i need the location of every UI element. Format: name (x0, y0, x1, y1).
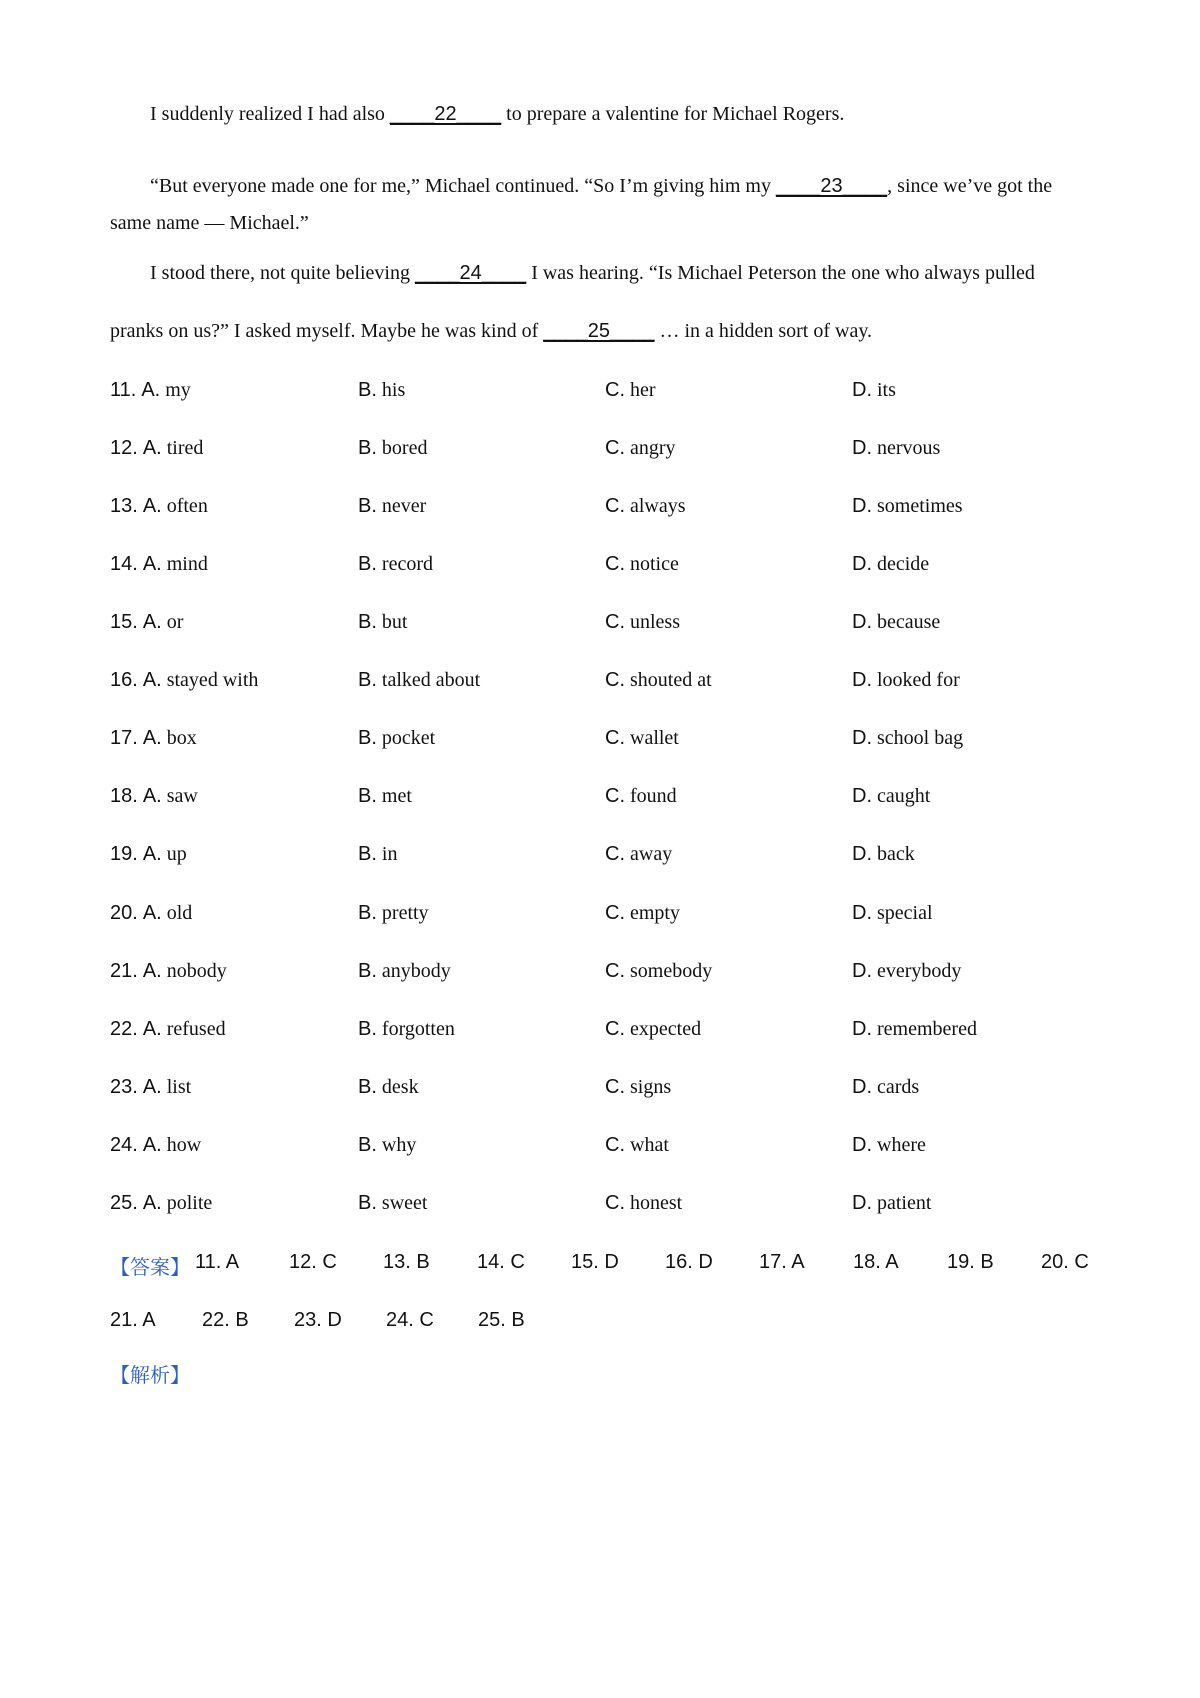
question-row (110, 960, 1110, 986)
option-b[interactable] (358, 379, 405, 402)
option-text: sweet (381, 1192, 428, 1214)
option-text: nobody (166, 960, 227, 982)
question-number: 14. (110, 553, 138, 575)
option-d[interactable] (852, 669, 960, 692)
answer-item: 18. A (853, 1251, 899, 1273)
option-c[interactable] (605, 379, 656, 402)
answer-item: 15. D (571, 1251, 619, 1273)
blank-22: ____22____ (389, 103, 502, 125)
option-label: A. (142, 785, 162, 807)
option-text: my (165, 379, 191, 401)
option-label: A. (142, 902, 162, 924)
option-d[interactable] (852, 1018, 977, 1041)
option-text: list (166, 1076, 192, 1098)
option-label: A. (142, 669, 162, 691)
option-b[interactable] (358, 1192, 427, 1215)
option-label: B. (358, 1076, 377, 1098)
option-label: C. (605, 669, 625, 691)
question-row (110, 495, 1110, 521)
question-row (110, 1192, 1110, 1218)
option-label: B. (358, 669, 377, 691)
option-label: C. (605, 902, 625, 924)
option-text: polite (166, 1192, 213, 1214)
answer-item: 21. A (110, 1309, 156, 1331)
option-label: B. (358, 785, 377, 807)
question-number: 20. (110, 902, 138, 924)
option-c[interactable] (605, 1076, 671, 1099)
answer-item: 24. C (386, 1309, 434, 1331)
question-number: 12. (110, 437, 138, 459)
option-text: school bag (877, 727, 964, 749)
option-text: stayed with (166, 669, 259, 691)
answer-item: 17. A (759, 1251, 805, 1273)
option-c[interactable] (605, 1134, 669, 1157)
question-number: 19. (110, 843, 138, 865)
option-d[interactable] (852, 843, 915, 866)
option-a[interactable] (110, 960, 227, 983)
option-label: C. (605, 379, 625, 401)
option-label: C. (605, 1018, 625, 1040)
option-b[interactable] (358, 669, 480, 692)
option-a[interactable] (110, 1192, 212, 1215)
blank-24: ____24____ (414, 262, 527, 284)
option-a[interactable] (110, 843, 187, 866)
p3-line2-after: … in a hidden sort of way. (654, 320, 873, 342)
option-c[interactable] (605, 437, 676, 460)
option-text: her (630, 379, 656, 401)
question-row (110, 1018, 1110, 1044)
option-b[interactable] (358, 495, 426, 518)
p3-after: I was hearing. “Is Michael Peterson the one who always pulled (526, 262, 1035, 284)
option-text: looked for (877, 669, 960, 691)
option-text: caught (877, 785, 931, 807)
option-text: box (166, 727, 197, 749)
option-label: D. (852, 669, 872, 691)
option-label: C. (605, 553, 625, 575)
option-label: A. (142, 1192, 162, 1214)
option-text: back (877, 843, 915, 865)
option-text: saw (166, 785, 198, 807)
option-label: A. (142, 960, 162, 982)
p3-before: I stood there, not quite believing (150, 262, 415, 284)
passage-paragraph-3-line-2 (110, 320, 1110, 342)
question-row (110, 553, 1110, 579)
blank-23: ____23____ (775, 175, 888, 197)
option-text: somebody (630, 960, 713, 982)
option-label: B. (358, 495, 377, 517)
option-a[interactable] (110, 611, 183, 634)
option-label: B. (358, 1134, 377, 1156)
option-b[interactable] (358, 553, 433, 576)
option-text: wallet (630, 727, 679, 749)
option-label: D. (852, 553, 872, 575)
option-label: A. (142, 1018, 162, 1040)
option-d[interactable] (852, 902, 933, 925)
option-a[interactable] (110, 495, 208, 518)
option-label: B. (358, 727, 377, 749)
question-number: 18. (110, 785, 138, 807)
option-text: sometimes (877, 495, 963, 517)
option-label: B. (358, 379, 377, 401)
p2-before: “But everyone made one for me,” Michael continued. “So I’m giving him my (150, 175, 776, 197)
option-c[interactable] (605, 1018, 701, 1041)
answer-item: 11. A (195, 1251, 240, 1273)
option-text: never (381, 495, 427, 517)
option-label: A. (142, 1076, 162, 1098)
option-b[interactable] (358, 960, 451, 983)
question-number: 23. (110, 1076, 138, 1098)
option-label: C. (605, 727, 625, 749)
option-a[interactable] (110, 379, 191, 402)
option-b[interactable] (358, 902, 429, 925)
analysis-heading: 【解析】 (110, 1363, 190, 1387)
option-text: signs (630, 1076, 672, 1098)
passage-paragraph-2 (110, 161, 1110, 212)
option-c[interactable] (605, 553, 679, 576)
option-d[interactable] (852, 1192, 931, 1215)
option-text: unless (630, 611, 680, 633)
p2-after: , since we’ve got the (887, 175, 1053, 197)
option-a[interactable] (110, 785, 198, 808)
option-text: always (630, 495, 686, 517)
question-row (110, 611, 1110, 637)
option-label: A. (141, 379, 161, 401)
option-label: B. (358, 553, 377, 575)
option-c[interactable] (605, 727, 679, 750)
option-text: its (877, 379, 896, 401)
option-d[interactable] (852, 495, 963, 518)
option-label: B. (358, 902, 377, 924)
passage-paragraph-2-line-2 (110, 212, 1110, 234)
option-label: C. (605, 1134, 625, 1156)
option-text: remembered (877, 1018, 977, 1040)
option-label: A. (142, 437, 162, 459)
option-text: honest (630, 1192, 683, 1214)
option-text: why (381, 1134, 417, 1156)
option-label: B. (358, 843, 377, 865)
option-text: his (381, 379, 406, 401)
option-text: often (166, 495, 208, 517)
p1-after: to prepare a valentine for Michael Rogers. (501, 103, 845, 125)
option-d[interactable] (852, 727, 963, 750)
option-b[interactable] (358, 1018, 455, 1041)
passage-paragraph-1 (110, 103, 1110, 125)
question-number: 16. (110, 669, 138, 691)
option-text: record (381, 553, 433, 575)
option-a[interactable] (110, 437, 203, 460)
answer-heading: 【答案】 (110, 1255, 190, 1279)
answer-item: 14. C (477, 1251, 525, 1273)
option-label: B. (358, 1192, 377, 1214)
option-d[interactable] (852, 379, 896, 402)
option-d[interactable] (852, 1134, 926, 1157)
question-number: 24. (110, 1134, 138, 1156)
option-d[interactable] (852, 1076, 919, 1099)
answer-item: 13. B (383, 1251, 430, 1273)
option-label: A. (142, 553, 162, 575)
option-text: or (166, 611, 184, 633)
option-label: D. (852, 902, 872, 924)
option-text: refused (166, 1018, 226, 1040)
option-d[interactable] (852, 437, 940, 460)
option-label: C. (605, 611, 625, 633)
question-row (110, 379, 1110, 405)
option-label: C. (605, 437, 625, 459)
option-text: away (630, 843, 673, 865)
option-label: C. (605, 1192, 625, 1214)
p3-line2-before: pranks on us?” I asked myself. Maybe he was kind of (110, 320, 544, 342)
answer-item: 12. C (289, 1251, 337, 1273)
question-number: 25. (110, 1192, 138, 1214)
option-b[interactable] (358, 611, 407, 634)
question-row (110, 669, 1110, 695)
option-c[interactable] (605, 611, 680, 634)
question-number: 17. (110, 727, 138, 749)
option-text: old (166, 902, 193, 924)
option-text: because (877, 611, 941, 633)
option-label: B. (358, 437, 377, 459)
answer-item: 25. B (478, 1309, 525, 1331)
option-c[interactable] (605, 785, 677, 808)
option-label: A. (142, 843, 162, 865)
question-row (110, 843, 1110, 869)
option-d[interactable] (852, 960, 961, 983)
question-row (110, 785, 1110, 811)
answer-item: 16. D (665, 1251, 713, 1273)
option-label: B. (358, 960, 377, 982)
option-c[interactable] (605, 1192, 682, 1215)
option-b[interactable] (358, 727, 435, 750)
option-d[interactable] (852, 611, 940, 634)
option-b[interactable] (358, 437, 427, 460)
option-label: B. (358, 1018, 377, 1040)
option-label: C. (605, 495, 625, 517)
option-label: C. (605, 960, 625, 982)
option-a[interactable] (110, 902, 192, 925)
option-d[interactable] (852, 553, 929, 576)
answer-item: 23. D (294, 1309, 342, 1331)
option-label: D. (852, 1076, 872, 1098)
answer-item: 19. B (947, 1251, 994, 1273)
option-a[interactable] (110, 553, 208, 576)
option-text: expected (630, 1018, 702, 1040)
option-text: tired (166, 437, 204, 459)
option-text: what (630, 1134, 669, 1156)
option-text: found (630, 785, 677, 807)
option-a[interactable] (110, 1134, 201, 1157)
option-text: mind (166, 553, 208, 575)
option-label: D. (852, 611, 872, 633)
option-label: C. (605, 1076, 625, 1098)
option-label: B. (358, 611, 377, 633)
option-c[interactable] (605, 960, 712, 983)
option-label: A. (142, 727, 162, 749)
option-label: A. (142, 611, 162, 633)
option-b[interactable] (358, 1134, 416, 1157)
answer-item: 20. C (1041, 1251, 1089, 1273)
option-c[interactable] (605, 669, 712, 692)
question-number: 22. (110, 1018, 138, 1040)
option-text: decide (877, 553, 930, 575)
option-text: pocket (381, 727, 436, 749)
option-a[interactable] (110, 727, 197, 750)
question-number: 15. (110, 611, 138, 633)
option-a[interactable] (110, 669, 258, 692)
option-label: C. (605, 785, 625, 807)
option-text: in (381, 843, 398, 865)
question-row (110, 727, 1110, 753)
option-label: C. (605, 843, 625, 865)
question-row (110, 437, 1110, 463)
option-c[interactable] (605, 495, 686, 518)
option-label: A. (142, 1134, 162, 1156)
option-text: but (381, 611, 408, 633)
option-text: special (877, 902, 933, 924)
option-text: cards (877, 1076, 920, 1098)
question-number: 21. (110, 960, 138, 982)
option-a[interactable] (110, 1076, 191, 1099)
option-b[interactable] (358, 1076, 419, 1099)
option-d[interactable] (852, 785, 930, 808)
question-row (110, 1076, 1110, 1102)
p2-line2: same name — Michael.” (110, 212, 309, 234)
option-text: talked about (381, 669, 481, 691)
option-label: D. (852, 960, 872, 982)
analysis-line (110, 1359, 310, 1385)
option-text: bored (381, 437, 428, 459)
question-number: 13. (110, 495, 138, 517)
option-label: D. (852, 1134, 872, 1156)
option-c[interactable] (605, 902, 680, 925)
option-text: desk (381, 1076, 419, 1098)
blank-25: ____25____ (543, 320, 655, 342)
passage-paragraph-3 (110, 262, 1110, 284)
p1-before: I suddenly realized I had also (150, 103, 390, 125)
option-label: D. (852, 843, 872, 865)
option-label: A. (142, 495, 162, 517)
option-text: met (381, 785, 412, 807)
option-text: empty (630, 902, 680, 924)
option-text: nervous (877, 437, 941, 459)
option-label: D. (852, 1018, 872, 1040)
question-number: 11. (110, 379, 137, 401)
option-label: D. (852, 495, 872, 517)
question-row (110, 1134, 1110, 1160)
option-label: D. (852, 785, 872, 807)
option-c[interactable] (605, 843, 672, 866)
answer-item: 22. B (202, 1309, 249, 1331)
option-label: D. (852, 727, 872, 749)
option-text: up (166, 843, 187, 865)
option-text: how (166, 1134, 202, 1156)
option-text: forgotten (381, 1018, 455, 1040)
option-text: patient (877, 1192, 932, 1214)
question-row (110, 902, 1110, 928)
option-text: angry (630, 437, 676, 459)
answer-line-2 (110, 1309, 710, 1335)
option-text: everybody (877, 960, 962, 982)
option-text: shouted at (630, 669, 712, 691)
answer-line-1 (110, 1251, 1110, 1277)
option-b[interactable] (358, 785, 412, 808)
option-a[interactable] (110, 1018, 226, 1041)
option-b[interactable] (358, 843, 397, 866)
option-text: where (877, 1134, 926, 1156)
option-label: D. (852, 1192, 872, 1214)
option-text: pretty (381, 902, 429, 924)
option-text: anybody (381, 960, 451, 982)
option-label: D. (852, 379, 872, 401)
option-label: D. (852, 437, 872, 459)
option-text: notice (630, 553, 679, 575)
